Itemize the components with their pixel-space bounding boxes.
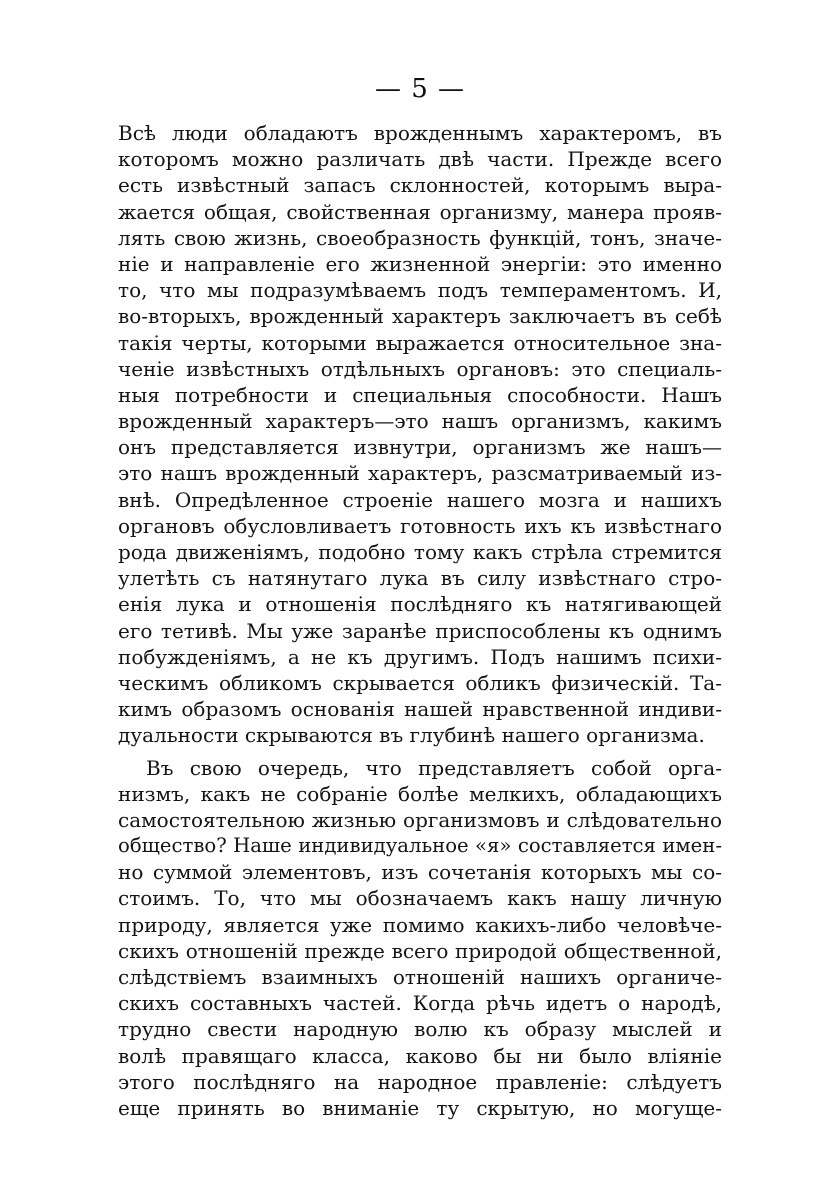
text-line: стоимъ. То, что мы обозначаемъ какъ нашу личную: [118, 886, 722, 911]
text-line: природу, является уже помимо какихъ-либо человѣче-: [118, 912, 722, 937]
text-line: еще принять во вниманiе ту скрытую, но могуще-: [118, 1095, 722, 1120]
text-line: врожденный характеръ—это нашъ организмъ, какимъ: [118, 409, 722, 434]
paragraph-2: [118, 755, 722, 1122]
text-line: его тетивѣ. Мы уже заранѣе приспособлены къ однимъ: [118, 618, 722, 643]
text-line: улетѣть съ натянутаго лука въ силу извѣстнаго стро-: [118, 566, 722, 591]
text-line: внѣ. Опредѣленное строенiе нашего мозга и нашихъ: [118, 487, 722, 512]
text-line: которомъ можно различать двѣ части. Прежде всего: [118, 147, 722, 172]
text-line: онъ представляется извнутри, организмъ же нашъ—: [118, 435, 722, 460]
page-number: — 5 —: [374, 74, 466, 104]
text-line: жается общая, свойственная организму, манера прояв-: [118, 199, 722, 224]
text-line: общество? Наше индивидуальное «я» составляется имен-: [118, 834, 722, 858]
text-line: ческимъ обликомъ скрывается обликъ физическiй. Та-: [118, 670, 722, 695]
text-line: это нашъ врожденный характеръ, разсматриваемый из-: [118, 461, 722, 486]
text-line: кимъ образомъ основанiя нашей нравственной индиви-: [118, 697, 722, 722]
text-line: Всѣ люди обладаютъ врожденнымъ характеромъ, въ: [118, 121, 722, 145]
text-line: нiе и направленiе его жизненной энергiи: это именно: [118, 251, 722, 276]
text-line: этого послѣдняго на народное правленiе: слѣдуетъ: [118, 1069, 722, 1094]
text-line: дуальности скрываются въ глубинѣ нашего организма.: [118, 723, 705, 748]
text-line: то, что мы подразумѣваемъ подъ темпераментомъ. И,: [118, 278, 722, 303]
text-line: скихъ отношенiй прежде всего природой общественной,: [118, 938, 722, 963]
text-line: трудно свести народную волю къ образу мыслей и: [118, 1017, 722, 1042]
text-line: лять свою жизнь, своеобразность функцій, тонъ, значе-: [118, 225, 722, 250]
text-line: низмъ, какъ не собранiе болѣе мелкихъ, обладающихъ: [118, 781, 722, 806]
text-line: рода движенiямъ, подобно тому какъ стрѣла стремится: [118, 540, 722, 564]
text-line: ныя потребности и специальныя способности. Нашъ: [118, 382, 722, 407]
text-line: Въ свою очередь, что представляетъ собой орга-: [146, 755, 722, 780]
text-line: самостоятельною жизнью организмовъ и слѣдовательно: [118, 807, 722, 832]
text-line: но суммой элементовъ, изъ сочетанiя которыхъ мы со-: [118, 860, 722, 885]
text-line: слѣдствiемъ взаимныхъ отношенiй нашихъ органиче-: [118, 965, 722, 989]
text-line: есть извѣстный запасъ склонностей, которымъ выра-: [118, 173, 722, 198]
text-line: такiя черты, которыми выражается относительное зна-: [118, 330, 722, 355]
text-line: енiя лука и отношенiя послѣдняго къ натягивающей: [118, 592, 722, 617]
text-line: ченiе извѣстныхъ отдѣльныхъ органовъ: это специаль-: [118, 356, 722, 381]
paragraph-1: [118, 120, 722, 749]
text-line: во-вторыхъ, врожденный характеръ заключаетъ въ себѣ: [118, 304, 722, 329]
text-line: волѣ правящаго класса, каково бы ни было влiянiе: [118, 1043, 722, 1068]
text-line: скихъ составныхъ частей. Когда рѣчь идетъ о народѣ,: [118, 991, 722, 1016]
text-line: побужденiямъ, а не къ другимъ. Подъ нашимъ психи-: [118, 644, 722, 669]
body-text: [118, 120, 722, 1121]
text-line: органовъ обусловливаетъ готовность ихъ къ извѣстнаго: [118, 513, 722, 538]
